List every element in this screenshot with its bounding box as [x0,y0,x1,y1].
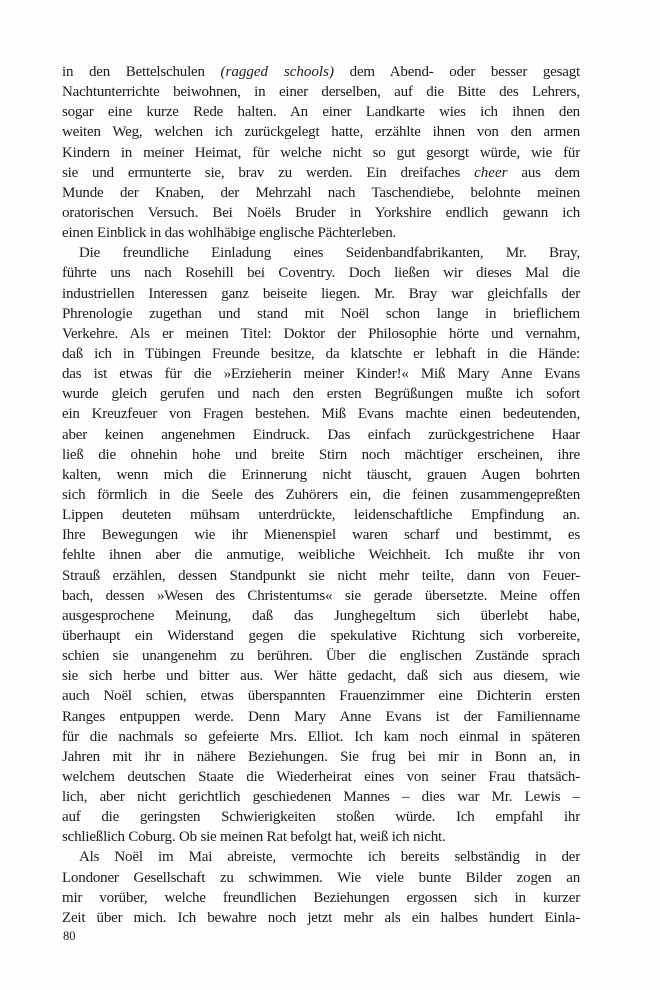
text-line: Die freundliche Einladung eines Seidenbandfabrikanten, Mr. Bray, [79,245,580,262]
text-line: sich förmlich in die Seele des Zuhörers ein, die feinen zusammengepreßten [62,486,580,503]
text-line: Phrenologie zugethan und stand mit Noël schon lange in brieflichem [62,305,580,322]
text-line: welchem deutschen Staate die Wiederheirat eines von seiner Frau thatsäch- [62,768,580,785]
text-line: Londoner Gesellschaft zu schwimmen. Wie viele bunte Bilder zogen an [62,869,580,886]
text-line: Kindern in meiner Heimat, für welche nicht so gut gesorgt würde, wie für [62,144,580,161]
text-line: überhaupt ein Widerstand gegen die spekulative Richtung sich vorbereite, [62,627,580,644]
text-line: Munde der Knaben, der Mehrzahl nach Taschendiebe, belohnte meinen [62,184,580,201]
text-line: Zeit über mich. Ich bewahre noch jetzt mehr als ein halbes hundert Einla- [62,909,580,926]
text-line: in den Bettelschulen (ragged schools) dem Abend- oder besser gesagt [62,64,580,80]
text-line: Ihre Bewegungen wie ihr Mienenspiel waren scharf und bestimmt, es [62,527,580,544]
text-line: Verkehre. Als er meinen Titel: Doktor der Philosophie hörte und vernahm, [62,325,580,342]
text-line: Strauß erzählen, dessen Standpunkt sie nicht mehr teilte, dann von Feuer- [62,567,580,584]
text-line: oratorischen Versuch. Bei Noëls Bruder in Yorkshire endlich gewann ich [62,204,580,221]
text-line: mir vorüber, welche freundlichen Beziehungen ergossen sich in kurzer [62,889,580,906]
text-line: Nachtunterrichte beiwohnen, in einer derselben, auf die Bitte des Lehrers, [62,84,580,101]
text-line: auch Noël schien, etwas überspannten Frauenzimmer eine Dichterin ersten [62,688,580,705]
text-line: einen Einblick in das wohlhäbige englische Pächterleben. [62,225,397,242]
text-line: lich, aber nicht gerichtlich geschiedenen Mannes – dies war Mr. Lewis – [62,789,580,806]
text-line: bach, dessen »Wesen des Christentums« sie gerade übersetzte. Meine offen [62,587,580,604]
text-line: führte uns nach Rosehill bei Coventry. Doch ließen wir dieses Mal die [62,265,580,282]
text-line: wurde gleich gerufen und nach den ersten Begrüßungen mußte ich sofort [62,386,580,403]
text-line: ausgesprochene Meinung, daß das Junghegeltum sich überlebt habe, [62,607,580,624]
text-line: kalten, wenn mich die Erinnerung nicht täuscht, grauen Augen bohrten [62,466,580,483]
text-line: fehlte ihnen aber die anmutige, weibliche Weichheit. Ich mußte ihr von [62,547,580,564]
text-line: industriellen Interessen ganz beiseite liegen. Mr. Bray war gleichfalls der [62,285,580,302]
text-line: daß ich in Tübingen Freunde besitze, da klatschte er lebhaft in die Hände: [62,345,580,362]
text-line: sogar eine kurze Rede halten. An einer Landkarte wies ich ihnen den [62,104,580,121]
text-line: das ist etwas für die »Erzieherin meiner Kinder!« Miß Mary Anne Evans [62,366,580,383]
text-line: Ranges entpuppen werde. Denn Mary Anne Evans ist der Familienname [62,708,580,725]
text-line: ließ die ohnehin hohe und breite Stirn noch mächtiger erscheinen, ihre [62,446,580,463]
text-line: weiten Weg, welchen ich zurückgelegt hatte, erzählte ihnen von den armen [62,124,580,141]
text-line: sie und ermunterte sie, brav zu werden. Ein dreifaches cheer aus dem [62,164,580,181]
text-line: aber keinen angenehmen Eindruck. Das einfach zurückgestrichene Haar [62,426,580,443]
text-line: auf die geringsten Schwierigkeiten stoßen würde. Ich empfahl ihr [62,809,580,826]
page-number: 80 [63,929,76,943]
text-line: Als Noël im Mai abreiste, vermochte ich bereits selbständig in der [79,849,580,866]
text-line: schien sie unangenehm zu berühren. Über die englischen Zustände sprach [62,648,580,665]
text-line: für die nachmals so gefeierte Mrs. Elliot. Ich kam noch einmal in späteren [62,728,580,745]
text-line: ein Kreuzfeuer von Fragen bestehen. Miß Evans machte einen bedeutenden, [62,406,580,423]
text-block [62,62,580,928]
text-line: sie sich herbe und bitter aus. Wer hätte gedacht, daß sich aus diesem, wie [62,668,580,685]
text-line: Lippen deuteten mühsam unterdrückte, leidenschaftliche Empfindung an. [62,507,580,524]
text-line: schließlich Coburg. Ob sie meinen Rat befolgt hat, weiß ich nicht. [62,829,446,846]
text-line: Jahren mit ihr in nähere Beziehungen. Sie frug bei mir in Bonn an, in [62,748,580,765]
